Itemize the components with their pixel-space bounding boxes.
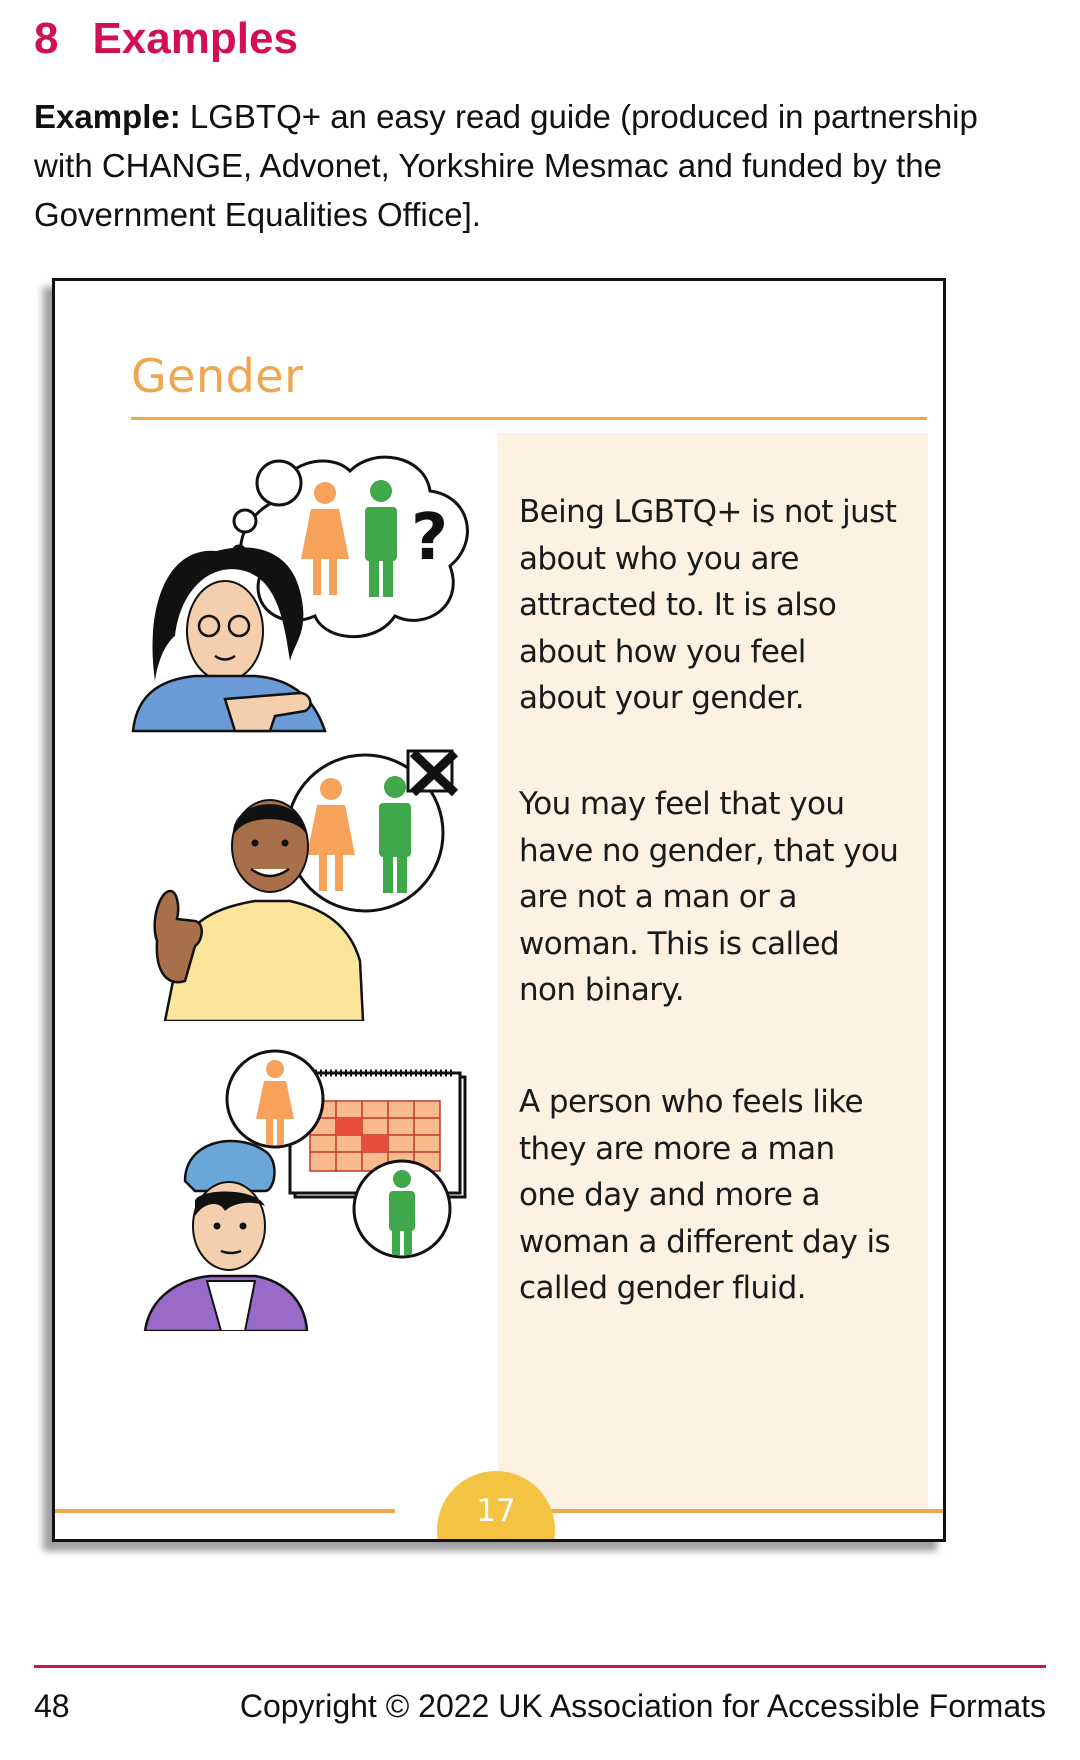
title-rule (131, 417, 927, 420)
person-gender-fluid-calendar-illustration (125, 1041, 485, 1331)
person-thinking-about-gender-illustration (125, 431, 485, 741)
bottom-rule-left (55, 1509, 395, 1513)
intro-paragraph (34, 92, 1034, 239)
footer-rule (34, 1665, 1046, 1668)
paragraph-1: Being LGBTQ+ is not just about who you are attracted to. It is also about how you feel about your gender. (519, 494, 897, 716)
easy-read-page-number: 17 (476, 1493, 516, 1529)
bottom-rule-right (497, 1509, 943, 1513)
footer-copyright: Copyright © 2022 UK Association for Accessible Formats (239, 1688, 1046, 1724)
question-mark-icon: ? (411, 501, 449, 575)
intro-label: Example: (34, 98, 181, 135)
section-number: 8 (34, 14, 59, 63)
easy-read-page-image (52, 278, 946, 1542)
person-non-binary-illustration (125, 741, 485, 1021)
section-title: Examples (92, 14, 298, 63)
footer-page-number: 48 (34, 1688, 70, 1724)
cross-box-icon (408, 751, 455, 793)
intro-text: LGBTQ+ an easy read guide (produced in partnership with CHANGE, Advonet, Yorkshire Mesmac and funded by the Government Equalities Office]. (34, 98, 978, 233)
paragraph-2: You may feel that you have no gender, that you are not a man or a woman. This is called non binary. (519, 786, 899, 1008)
paragraph-3: A person who feels like they are more a man one day and more a woman a different day is called gender fluid. (519, 1084, 891, 1306)
section-heading (34, 14, 298, 64)
easy-read-page-title: Gender (131, 349, 304, 403)
